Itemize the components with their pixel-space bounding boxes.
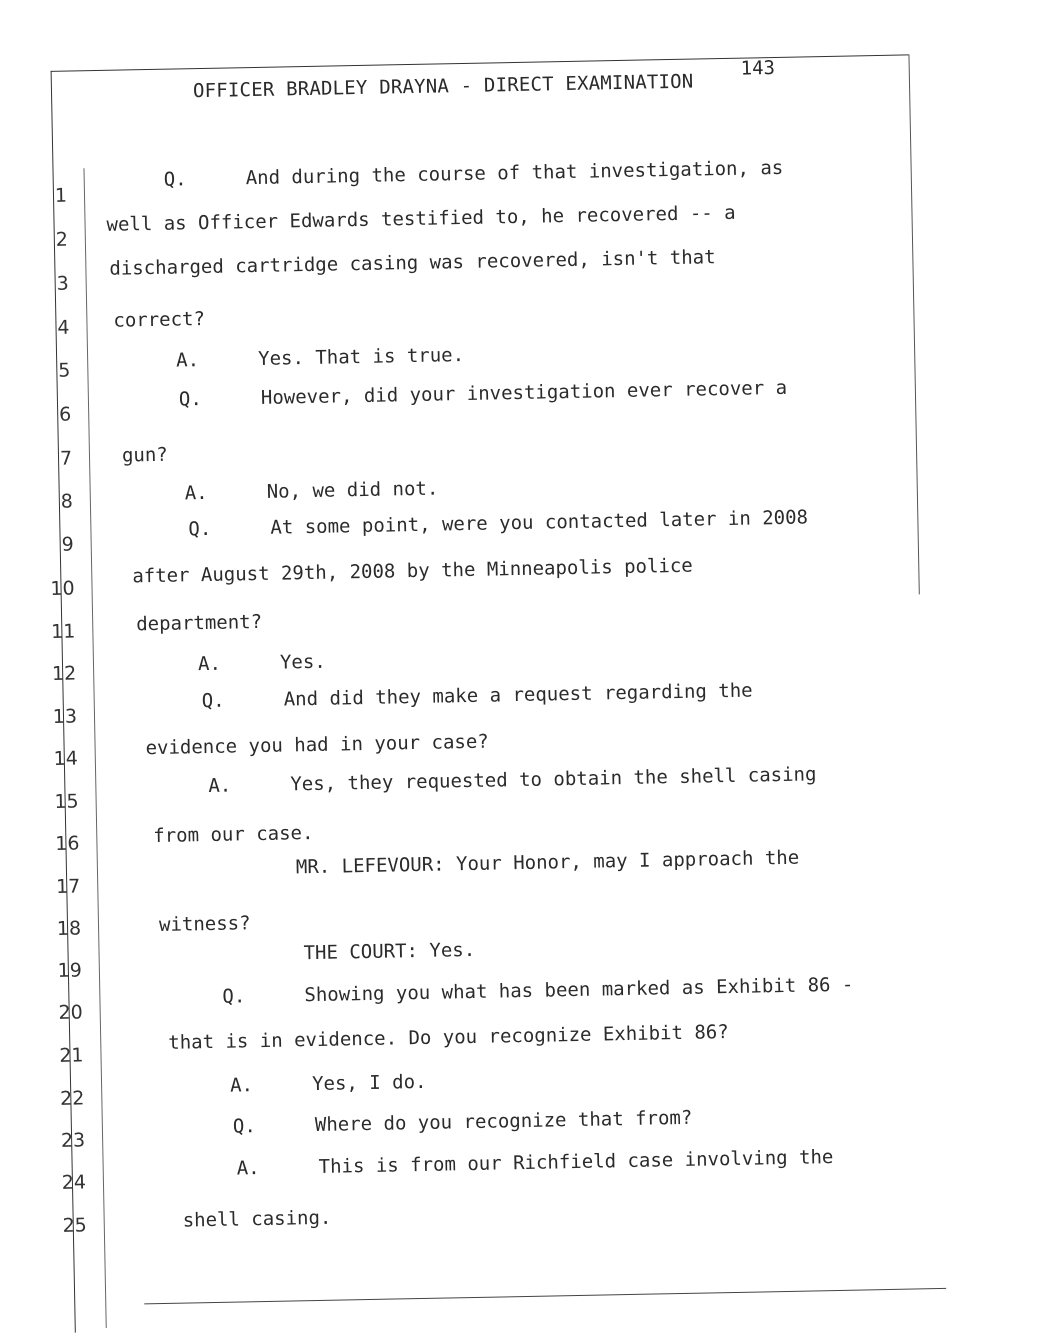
line-number: 25 [62,1214,87,1237]
line-number: 17 [55,875,81,898]
line-text: well as Officer Edwards testified to, he recovered -- a [106,201,736,236]
line-number: 12 [51,662,77,685]
speaker-label: Q. [188,517,212,541]
line-text: after August 29th, 2008 by the Minneapolis police [132,554,693,588]
line-number: 23 [60,1129,86,1152]
line-text: Yes, I do. [311,1070,427,1096]
line-text: This is from our Richfield case involving the [318,1146,834,1178]
line-text: Yes. That is true. [257,344,465,370]
transcript-line [208,763,817,797]
transcript-line [106,202,735,236]
page-header-title: OFFICER BRADLEY DRAYNA - DIRECT EXAMINATION [192,70,694,103]
line-number: 2 [55,228,69,251]
line-text: And did they make a request regarding the [283,679,753,711]
speaker-label: A. [236,1157,260,1180]
line-number: 3 [56,272,69,295]
speaker-label: Q. [222,985,246,1008]
line-number: 6 [58,403,72,426]
line-text: No, we did not. [266,477,439,503]
line-number: 22 [59,1087,85,1110]
line-text: Where do you recognize that from? [314,1106,693,1137]
transcript-line [176,344,464,372]
line-text: department? [136,610,263,636]
line-number: 1 [54,184,68,207]
transcript-line [222,974,853,1008]
transcript-line [296,847,800,879]
line-number: 20 [58,1001,83,1024]
speaker-label: Q. [232,1115,257,1138]
transcript-line [145,731,489,760]
transcript-line [153,822,314,847]
line-text: And during the course of that investigation, as [245,156,784,190]
line-number: 19 [57,959,83,982]
transcript-line [136,611,262,635]
line-text: However, did your investigation ever recover a [260,376,788,409]
speaker-label: Q. [178,388,203,411]
line-text: gun? [121,443,168,467]
transcript-line [113,308,205,332]
line-number: 8 [60,490,74,513]
line-text: evidence you had in your case? [145,730,489,760]
line-number: 10 [50,577,75,601]
line-text: At some point, were you contacted later in 2008 [270,506,809,539]
transcript-line [188,506,808,540]
line-number: 11 [50,620,76,643]
line-number: 4 [57,316,70,339]
speaker-label: Q. [163,168,187,191]
transcript-line [185,478,439,505]
transcript-line [109,246,716,280]
line-number: 14 [53,747,79,770]
speaker-label: Q. [201,689,225,713]
line-number: 15 [54,790,79,813]
line-number: 5 [58,359,71,382]
line-text: Showing you what has been marked as Exhibit 86 - [304,973,854,1007]
speaker-label: A. [208,774,232,798]
line-text: correct? [113,307,206,332]
line-text: shell casing. [182,1206,332,1232]
line-text: THE COURT: Yes. [303,938,476,965]
line-text: Yes, they requested to obtain the shell casing [290,763,817,796]
line-text: from our case. [153,821,314,848]
right-border-line [908,54,919,594]
transcript-line [132,555,693,588]
line-text: witness? [158,912,251,936]
transcript-line [164,157,784,191]
line-text: discharged cartridge casing was recovered, isn't that [109,246,716,280]
margin-rule-line [83,168,106,1328]
transcript-line [202,680,753,713]
speaker-label: A. [184,481,208,505]
transcript-line [179,377,788,411]
transcript-line [159,912,251,936]
transcript-line [182,1207,331,1232]
line-text: MR. LEFEVOUR: Your Honor, may I approach the [295,846,800,879]
speaker-label: A. [175,349,200,372]
transcript-line [233,1107,693,1138]
line-text: Yes. [279,650,326,674]
transcript-line [198,651,326,675]
line-number: 16 [55,832,80,855]
transcript-line [303,939,475,964]
line-number: 21 [59,1044,84,1067]
page-number: 143 [740,56,776,80]
bottom-border-line [144,1288,946,1304]
transcript-line [168,1021,729,1054]
line-number: 9 [61,533,74,556]
line-number: 18 [56,917,82,940]
transcript-line [122,444,168,467]
line-text: that is in evidence. Do you recognize Exhibit 86? [168,1021,729,1054]
transcript-line [230,1071,427,1097]
speaker-label: A. [229,1074,254,1097]
line-number: 24 [61,1171,87,1194]
line-number: 13 [52,705,78,728]
top-border-line [51,54,909,71]
transcript-line [236,1146,833,1179]
speaker-label: A. [197,652,222,676]
line-number: 7 [59,447,73,470]
